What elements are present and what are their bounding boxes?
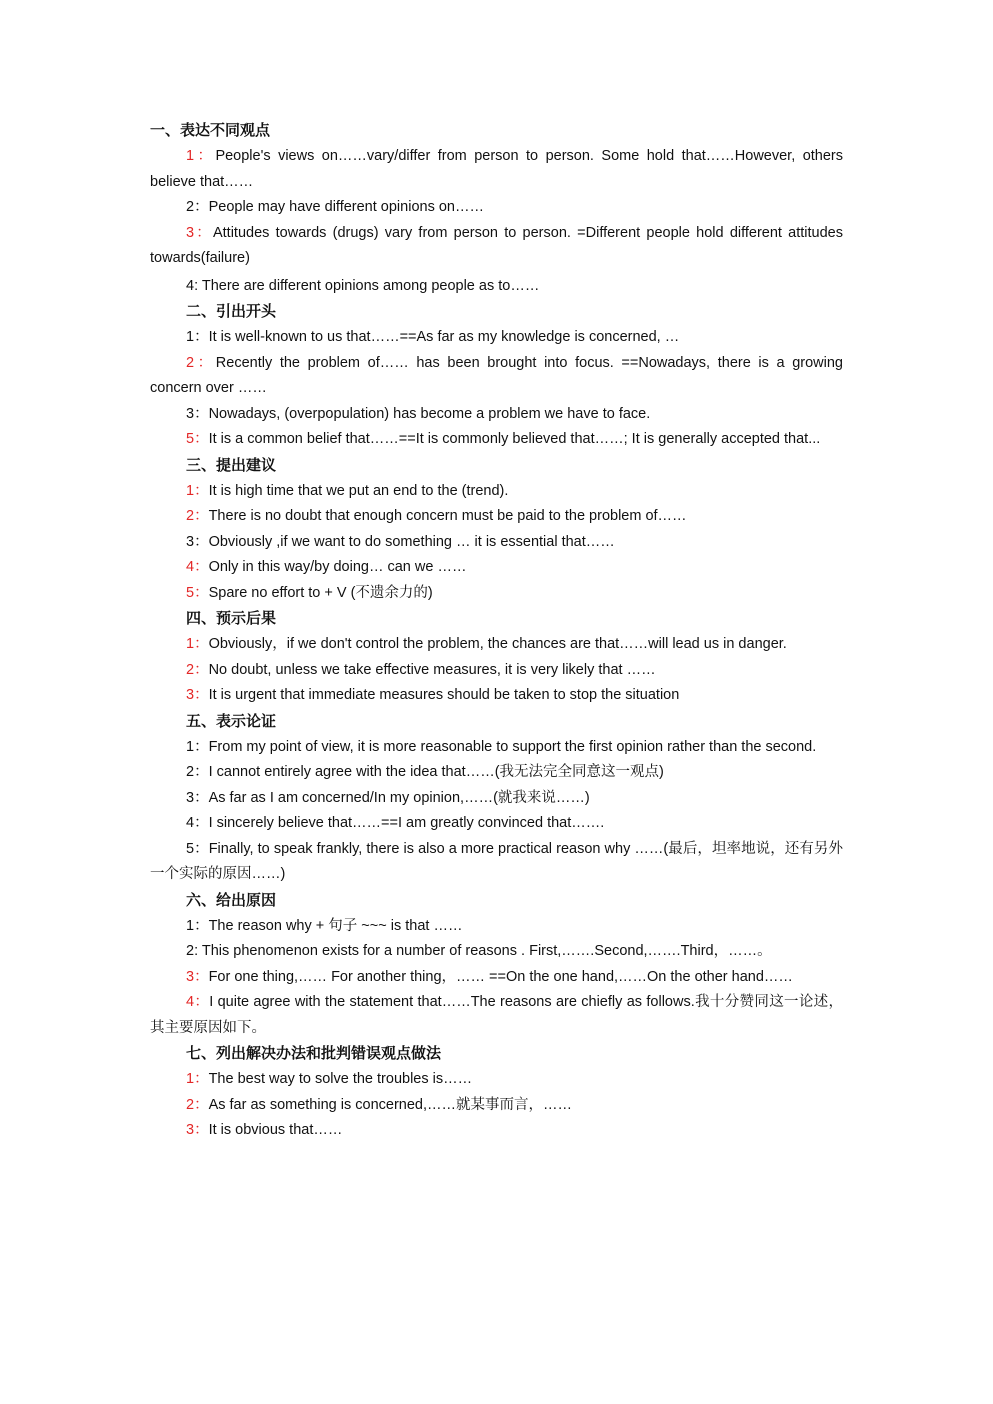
item-text: Obviously ,if we want to do something … it is essential that…… [208, 533, 615, 550]
item-text: Spare no effort to + V (不遗余力的) [208, 584, 433, 601]
item-text: Only in this way/by doing… can we …… [208, 559, 467, 575]
item-number: 2: [186, 943, 202, 959]
item-text: I sincerely believe that……==I am greatly convinced that……. [208, 815, 605, 831]
item-text: Finally, to speak frankly, there is also a more practical reason why ……(最后，坦率地说，还有另外一个实际的原因……) [150, 840, 843, 882]
item-number: 3： [186, 789, 209, 806]
item-number: 5： [186, 584, 209, 601]
item-number: 5： [186, 840, 209, 857]
phrase-item [150, 427, 843, 453]
item-number: 4: [186, 277, 202, 294]
section-heading: 四、预示后果 [186, 610, 277, 627]
item-number: 2： [186, 1096, 209, 1113]
section-heading: 一、表达不同观点 [150, 122, 271, 139]
phrase-item [150, 479, 843, 505]
item-number: 3： [186, 533, 209, 550]
phrase-item [150, 632, 843, 658]
item-number: 1： [186, 148, 216, 164]
item-text: Recently the problem of…… has been brought into focus. ==Nowadays, there is a growing concern over …… [150, 354, 843, 396]
phrase-item [150, 144, 843, 195]
phrase-item [150, 504, 843, 530]
item-text: This phenomenon exists for a number of reasons . First,…….Second,…….Third，……。 [201, 943, 772, 959]
section-heading: 六、给出原因 [186, 891, 277, 909]
phrase-item [150, 530, 843, 556]
item-text: It is obvious that…… [208, 1122, 343, 1138]
item-number: 4： [186, 815, 209, 831]
item-number: 2： [186, 199, 209, 215]
phrase-item [150, 325, 843, 351]
phrase-item [150, 351, 843, 402]
phrase-item [150, 837, 843, 888]
item-text: It is urgent that immediate measures should be taken to stop the situation [208, 687, 680, 703]
phrase-item [150, 939, 843, 965]
phrase-item [150, 990, 843, 1041]
item-number: 1： [186, 917, 209, 934]
phrase-item [150, 760, 843, 786]
item-text: The reason why + 句子 ~~~ is that …… [208, 917, 463, 934]
item-text: I cannot entirely agree with the idea that……(我无法完全同意这一观点) [208, 764, 664, 780]
item-text: People may have different opinions on…… [208, 199, 484, 215]
phrase-item [150, 221, 843, 272]
item-text: People's views on……vary/differ from person to person. Some hold that……However, others believe that…… [150, 148, 843, 190]
phrase-item [150, 1118, 843, 1144]
item-number: 5： [186, 431, 209, 447]
item-number: 1： [186, 636, 209, 652]
phrase-item [150, 1093, 843, 1119]
phrase-item [150, 274, 843, 300]
section-heading: 二、引出开头 [186, 303, 277, 320]
item-number: 1： [186, 738, 209, 755]
phrase-item [150, 658, 843, 684]
item-text: Attitudes towards (drugs) vary from person to person. =Different people hold different attitudes towards(failure) [150, 224, 843, 266]
section-heading: 五、表示论证 [186, 712, 277, 730]
phrase-item [150, 1067, 843, 1093]
item-text: I quite agree with the statement that……The reasons are chiefly as follows.我十分赞同这一论述，其主要原因如下。 [150, 994, 843, 1036]
item-number: 2： [186, 661, 209, 678]
item-text: It is well-known to us that……==As far as my knowledge is concerned, … [208, 329, 680, 345]
phrase-item [150, 683, 843, 709]
item-text: The best way to solve the troubles is…… [208, 1071, 473, 1087]
phrase-item [150, 786, 843, 812]
item-number: 3： [186, 968, 209, 985]
item-text: As far as something is concerned,……就某事而言，…… [208, 1096, 572, 1113]
phrase-item [150, 195, 843, 221]
item-text: No doubt, unless we take effective measures, it is very likely that …… [208, 661, 656, 678]
item-text: It is high time that we put an end to the (trend). [208, 482, 509, 499]
item-text: There is no doubt that enough concern must be paid to the problem of…… [208, 508, 687, 524]
item-number: 2： [186, 354, 216, 371]
phrase-item [150, 914, 843, 940]
item-number: 3： [186, 224, 213, 241]
item-number: 4： [186, 994, 210, 1010]
item-number: 3： [186, 405, 209, 422]
item-text: There are different opinions among people as to…… [201, 277, 540, 294]
section-heading: 七、列出解决办法和批判错误观点做法 [186, 1045, 442, 1062]
item-number: 4： [186, 559, 209, 575]
item-text: From my point of view, it is more reasonable to support the first opinion rather than the second. [208, 738, 817, 755]
item-text: Obviously，if we don't control the problem, the chances are that……will lead us in danger. [208, 636, 787, 652]
phrase-item [150, 581, 843, 607]
item-number: 2： [186, 508, 209, 524]
item-number: 3： [186, 687, 209, 703]
phrase-item [150, 402, 843, 428]
item-text: Nowadays, (overpopulation) has become a problem we have to face. [208, 405, 651, 422]
phrase-item [150, 735, 843, 761]
section-heading: 三、提出建议 [186, 456, 277, 474]
item-text: For one thing,…… For another thing，…… ==On the one hand,……On the other hand…… [208, 968, 793, 985]
item-number: 1： [186, 1071, 209, 1087]
item-number: 1： [186, 482, 209, 499]
item-number: 1： [186, 329, 209, 345]
item-text: As far as I am concerned/In my opinion,……(就我来说……) [208, 789, 590, 806]
item-number: 2： [186, 764, 209, 780]
phrase-item [150, 811, 843, 837]
item-number: 3： [186, 1122, 209, 1138]
phrase-item [150, 555, 843, 581]
document-content [150, 118, 843, 1144]
item-text: It is a common belief that……==It is commonly believed that……; It is generally accepted that... [208, 431, 821, 447]
phrase-item [150, 965, 843, 991]
